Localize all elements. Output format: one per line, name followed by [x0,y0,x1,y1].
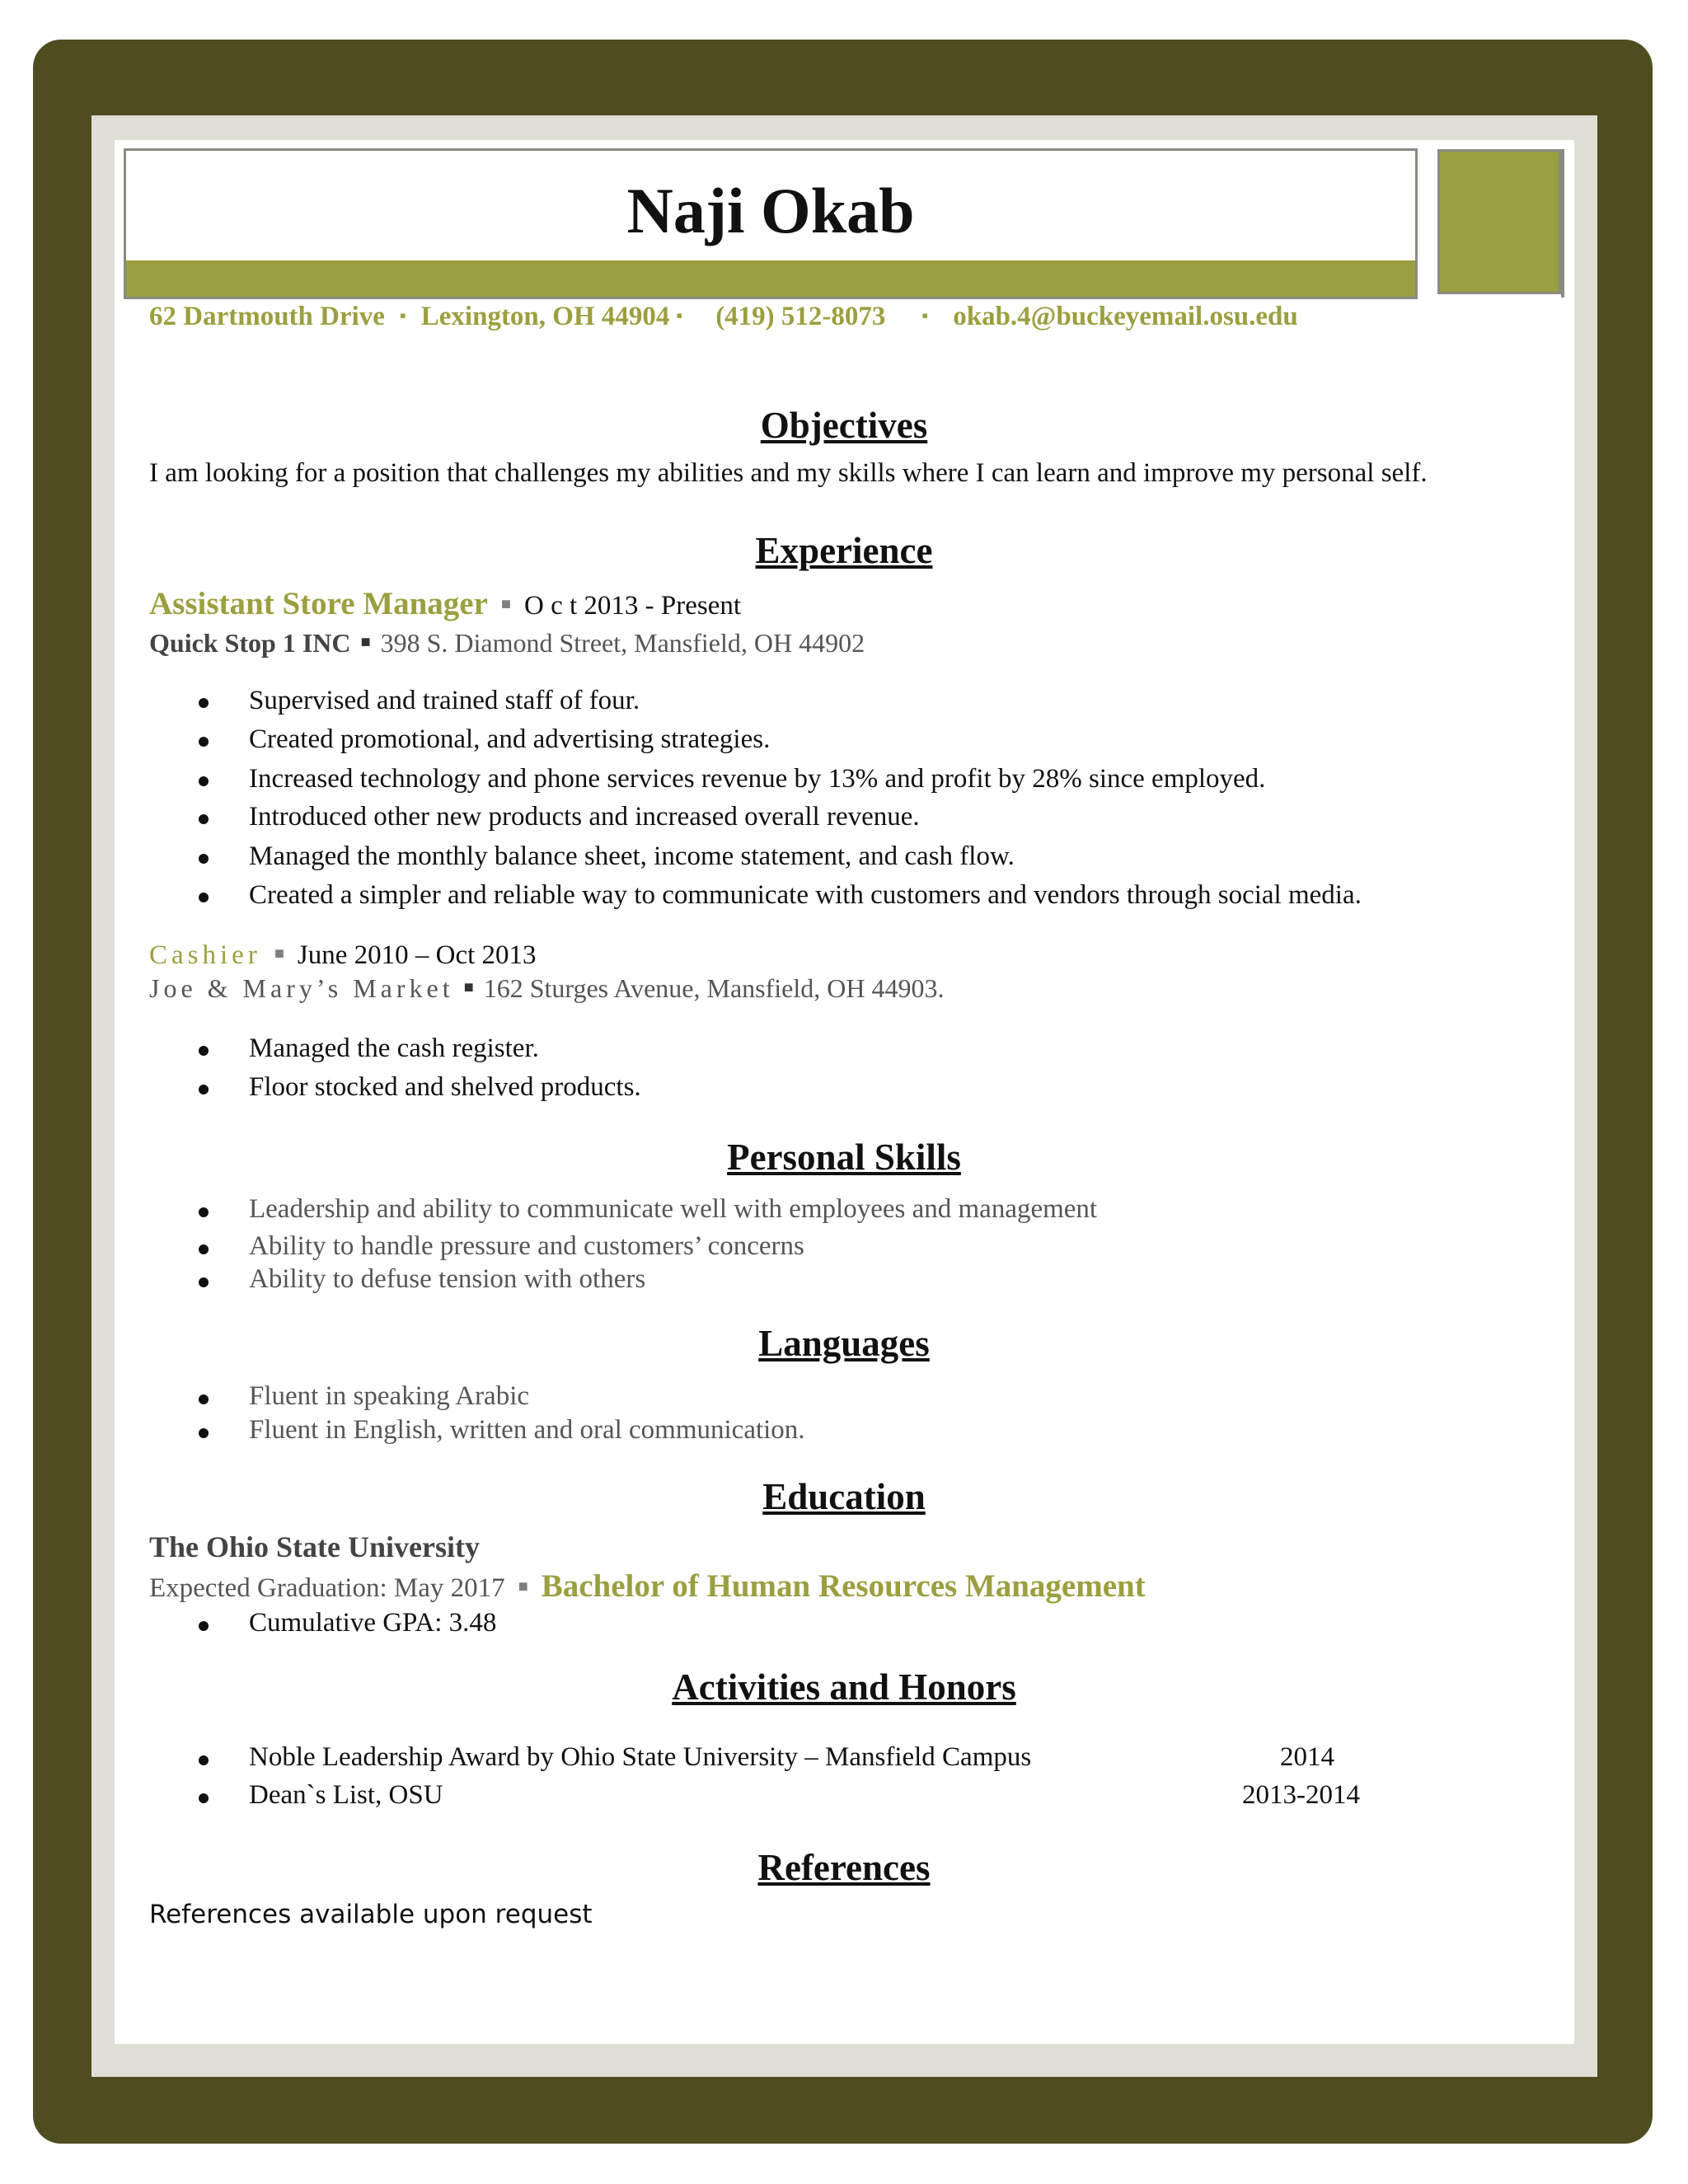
company-address: 398 S. Diamond Street, Mansfield, OH 44902 [380,628,865,658]
gpa-item: Cumulative GPA: 3.48 [249,1608,497,1638]
header-accent-band [126,260,1415,297]
separator-icon: ■ [463,978,474,996]
list-item: Leadership and ability to communicate well with employees and management [249,1194,1098,1224]
bullet-icon [199,1755,209,1765]
section-heading-languages: Languages [758,1323,930,1364]
list-item: Introduced other new products and increased overall revenue. [249,802,920,832]
bullet-icon [199,1244,209,1254]
job-title: Cashier [149,940,261,970]
graduation-date: Expected Graduation: May 2017 [149,1573,505,1603]
list-item: Managed the monthly balance sheet, income statement, and cash flow. [249,841,1015,871]
company-address: 162 Sturges Avenue, Mansfield, OH 44903. [483,973,945,1003]
separator-icon: ▪ [399,305,406,326]
list-item: Managed the cash register. [249,1033,539,1063]
section-heading-activities: Activities and Honors [672,1666,1016,1708]
list-item: Noble Leadership Award by Ohio State University – Mansfield Campus [249,1742,1032,1772]
contact-line [149,302,1298,332]
bullet-icon [199,1277,209,1287]
separator-icon: ■ [274,944,284,963]
degree-name: Bachelor of Human Resources Management [541,1568,1146,1604]
job-dates: June 2010 – Oct 2013 [297,940,537,970]
activity-year: 2013-2014 [1242,1780,1360,1810]
contact-city: Lexington, OH 44904 [420,302,670,331]
section-heading-experience: Experience [755,530,933,571]
bullet-icon [199,1793,209,1803]
job-title-line [149,585,741,622]
job-title-line [149,940,537,971]
company-name: Quick Stop 1 INC [149,628,351,658]
bullet-icon [199,1428,209,1438]
school-name: The Ohio State University [149,1530,480,1563]
bullet-icon [199,1394,209,1404]
bullet-icon [199,814,209,824]
bullet-icon [199,1207,209,1217]
separator-icon: ■ [360,633,371,651]
contact-phone: (419) 512-8073 [715,302,886,331]
list-item: Ability to defuse tension with others [249,1264,646,1294]
list-item: Dean`s List, OSU [249,1780,443,1810]
company-name: Joe & Mary’s Market [149,973,454,1003]
separator-icon: ■ [500,595,512,613]
candidate-name: Naji Okab [626,175,915,246]
objectives-text: I am looking for a position that challenges my abilities and my skills where I can learn and improve my personal self. [149,458,1428,488]
contact-address: 62 Dartmouth Drive [149,302,385,331]
bullet-icon [199,893,209,902]
bullet-icon [199,776,209,786]
section-heading-education: Education [762,1476,926,1517]
activity-year: 2014 [1280,1742,1334,1772]
separator-icon: ▪ [921,305,929,326]
separator-icon: ■ [518,1577,528,1596]
job-dates: O c t 2013 - Present [524,591,742,621]
section-heading-references: References [757,1847,931,1888]
list-item: Created promotional, and advertising strategies. [249,724,771,754]
list-item: Floor stocked and shelved products. [249,1072,641,1102]
section-heading-objectives: Objectives [760,405,928,446]
bullet-icon [199,737,209,747]
name-header-box [124,148,1418,299]
education-line [149,1568,1146,1605]
separator-icon: ▪ [676,305,683,326]
bullet-icon [199,1621,209,1631]
contact-email: okab.4@buckeyemail.osu.edu [953,302,1298,331]
section-heading-skills: Personal Skills [727,1137,961,1178]
list-item: Created a simpler and reliable way to communicate with customers and vendors through social media. [249,880,1362,910]
header-accent-square [1437,149,1561,294]
list-item: Supervised and trained staff of four. [249,686,640,715]
bullet-icon [199,1046,209,1056]
header-accent-line [1561,149,1564,298]
list-item: Ability to handle pressure and customers’ concerns [249,1231,804,1261]
bullet-icon [199,854,209,864]
bullet-icon [199,698,209,708]
company-line [149,973,944,1004]
job-title: Assistant Store Manager [149,586,488,621]
references-text: References available upon request [149,1900,593,1929]
company-line [149,628,865,658]
list-item: Fluent in English, written and oral communication. [249,1415,805,1445]
list-item: Fluent in speaking Arabic [249,1381,530,1411]
bullet-icon [199,1085,209,1094]
list-item: Increased technology and phone services revenue by 13% and profit by 28% since employed. [249,764,1266,794]
